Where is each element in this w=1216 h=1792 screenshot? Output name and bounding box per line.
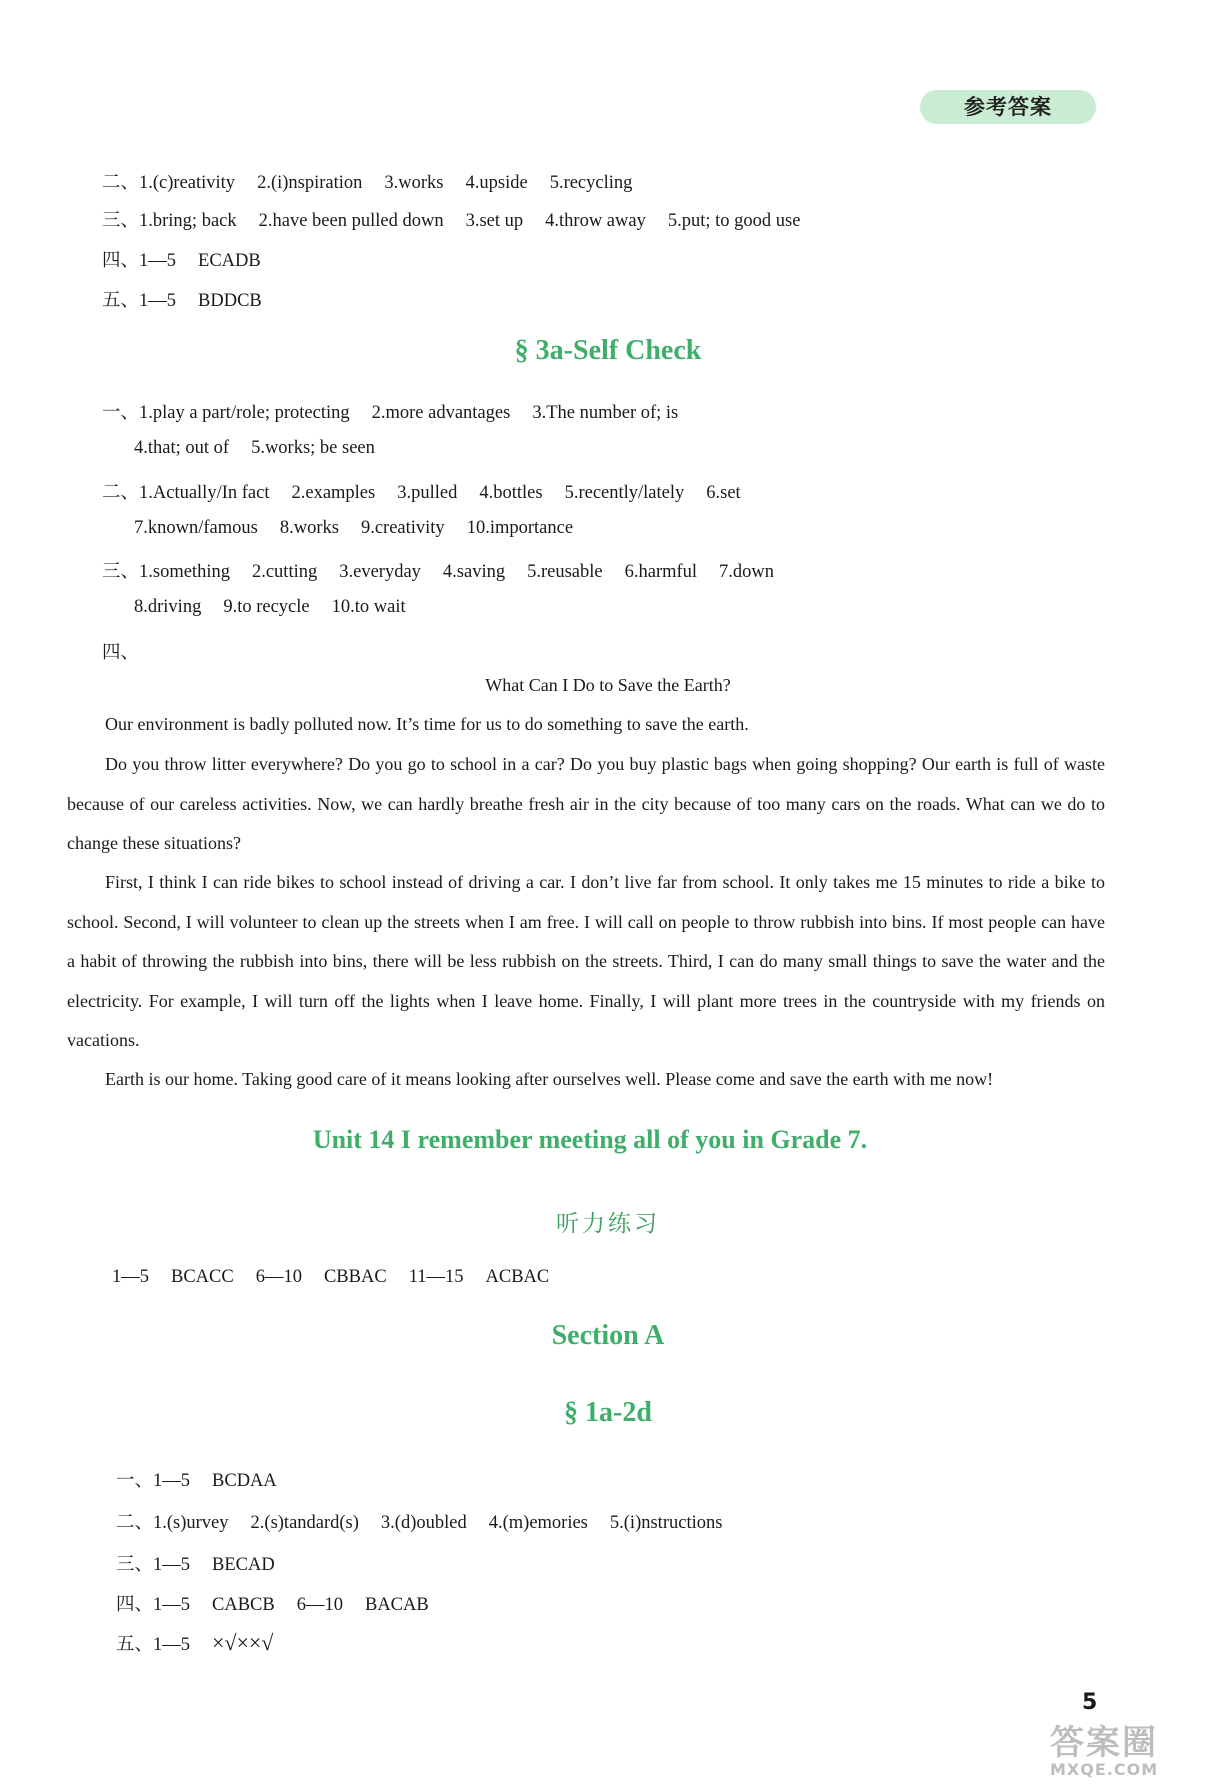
- essay-title: What Can I Do to Save the Earth?: [485, 675, 731, 695]
- answer-item: 11—15: [408, 1267, 464, 1287]
- answer-item: 5.recently/lately: [564, 483, 685, 503]
- self-check-line-1: [102, 398, 700, 424]
- self-check-line-4: [134, 518, 595, 539]
- answer-item: 一、1—5: [116, 1471, 191, 1491]
- answer-item: 五、1—5: [116, 1635, 191, 1655]
- answer-item: 四、1—5: [116, 1595, 191, 1615]
- section-a-line-4: [116, 1590, 451, 1616]
- page-number: 5: [1082, 1690, 1098, 1715]
- answer-item: 5.recycling: [549, 173, 633, 193]
- listening-answers: [112, 1267, 571, 1288]
- answer-item: BCACC: [171, 1267, 234, 1287]
- unit-14-heading: Unit 14 I remember meeting all of you in Grade 7.: [312, 1125, 868, 1154]
- answer-item: 二、1.(c)reativity: [102, 173, 236, 193]
- answer-item: BCDAA: [212, 1471, 277, 1491]
- answer-item: 5.works; be seen: [251, 438, 375, 458]
- answer-item: 6—10: [296, 1595, 343, 1615]
- self-check-line-3: [102, 478, 763, 504]
- answer-item: 4.that; out of: [134, 438, 230, 458]
- answer-item: 2.have been pulled down: [258, 211, 444, 231]
- answer-key-badge: 参考答案: [920, 90, 1096, 124]
- answer-item: 4.saving: [442, 562, 506, 582]
- answer-item: 3.set up: [465, 211, 524, 231]
- answer-item: 6.set: [706, 483, 741, 503]
- self-check-line-2: [134, 438, 397, 459]
- answer-item: 一、1.play a part/role; protecting: [102, 403, 350, 423]
- answer-item: 8.works: [279, 518, 339, 538]
- essay-paragraph-1: Our environment is badly polluted now. It’s time for us to do something to save the earth.: [105, 714, 749, 734]
- answer-item: 三、1.bring; back: [102, 211, 237, 231]
- answer-item: 8.driving: [134, 597, 202, 617]
- answer-item: BACAB: [364, 1595, 429, 1615]
- answer-item: 三、1—5: [116, 1555, 191, 1575]
- section-a-line-5: [116, 1630, 295, 1656]
- answer-item: 4.throw away: [545, 211, 646, 231]
- answer-item: 6.harmful: [624, 562, 698, 582]
- answer-line-3-phrases: [102, 206, 822, 232]
- listening-practice-heading: 听力练习: [556, 1211, 660, 1237]
- answer-item: CBBAC: [323, 1267, 387, 1287]
- answer-item: 4.(m)emories: [488, 1513, 588, 1533]
- answer-item: 二、1.(s)urvey: [116, 1513, 229, 1533]
- answer-item: 2.more advantages: [371, 403, 511, 423]
- answer-item: 9.to recycle: [223, 597, 310, 617]
- self-check-line-5: [102, 557, 796, 583]
- answer-item: 2.cutting: [251, 562, 318, 582]
- answer-item: 3.everyday: [339, 562, 421, 582]
- answer-item: 5.put; to good use: [667, 211, 801, 231]
- answer-item: ACBAC: [485, 1267, 550, 1287]
- section-a-line-1: [116, 1466, 299, 1492]
- section-a-heading: Section A: [551, 1320, 665, 1351]
- self-check-line-6: [134, 597, 428, 618]
- essay-paragraph-3: First, I think I can ride bikes to school instead of driving a car. I don’t live far from school. It only takes me 15 minutes to ride a bike to school. Second, I will volunteer to clean up the streets when I am free. I will call on people to throw rubbish into bins. If most people can have a habit of throwing the rubbish into bins, there will be less rubbish on the streets. Third, I can do many small things to save the water and the electricity. For example, I will turn off the lights when I leave home. Finally, I will plant more trees in the countryside with my friends on vacations.: [67, 872, 1105, 1050]
- answer-item: 6—10: [255, 1267, 302, 1287]
- answer-line-5: [102, 286, 284, 312]
- answer-item: ×√××√: [212, 1630, 274, 1655]
- answer-item: BDDCB: [198, 291, 262, 311]
- answer-item: 7.known/famous: [134, 518, 258, 538]
- answer-item: BECAD: [212, 1555, 275, 1575]
- answer-item: 3.(d)oubled: [380, 1513, 467, 1533]
- answer-item: 2.(i)nspiration: [257, 173, 363, 193]
- self-check-heading: § 3a-Self Check: [514, 335, 702, 366]
- answer-item: 7.down: [719, 562, 775, 582]
- essay-paragraph-4: Earth is our home. Taking good care of it means looking after ourselves well. Please come and save the earth with me now!: [105, 1069, 994, 1089]
- answer-item: ECADB: [198, 251, 261, 271]
- answer-item: 五、1—5: [102, 291, 177, 311]
- answer-item: 3.The number of; is: [532, 403, 679, 423]
- answer-item: 4.upside: [465, 173, 528, 193]
- answer-item: 2.examples: [291, 483, 376, 503]
- answer-item: 四、1—5: [102, 251, 177, 271]
- site-watermark-logo: [1050, 1715, 1210, 1785]
- self-check-line-7: 四、: [102, 643, 140, 663]
- answer-item: 9.creativity: [360, 518, 445, 538]
- answer-line-2-words: [102, 168, 654, 194]
- answer-item: 10.importance: [466, 518, 574, 538]
- answer-item: 4.bottles: [479, 483, 543, 503]
- answer-item: 5.(i)nstructions: [609, 1513, 723, 1533]
- watermark-bottom-text: MXQE.COM: [1050, 1760, 1159, 1779]
- essay-paragraph-2: Do you throw litter everywhere? Do you go to school in a car? Do you buy plastic bags when going shopping? Our earth is full of waste because of our careless activities. Now, we can hardly breathe fresh air in the city because of too many cars on the roads. What can we do to change these situations?: [67, 754, 1105, 853]
- section-1a-2d-heading: § 1a-2d: [564, 1397, 652, 1428]
- answer-item: 2.(s)tandard(s): [250, 1513, 359, 1533]
- answer-item: 10.to wait: [331, 597, 406, 617]
- answer-item: 5.reusable: [527, 562, 603, 582]
- answer-line-4: [102, 246, 283, 272]
- section-a-line-2: [116, 1508, 744, 1534]
- watermark-top-text: 答案圈: [1050, 1723, 1158, 1763]
- answer-item: 1—5: [112, 1267, 149, 1287]
- answer-item: 3.works: [384, 173, 444, 193]
- answer-item: 3.pulled: [397, 483, 458, 503]
- answer-item: CABCB: [212, 1595, 275, 1615]
- answer-item: 二、1.Actually/In fact: [102, 483, 270, 503]
- answer-item: 三、1.something: [102, 562, 230, 582]
- section-a-line-3: [116, 1550, 297, 1576]
